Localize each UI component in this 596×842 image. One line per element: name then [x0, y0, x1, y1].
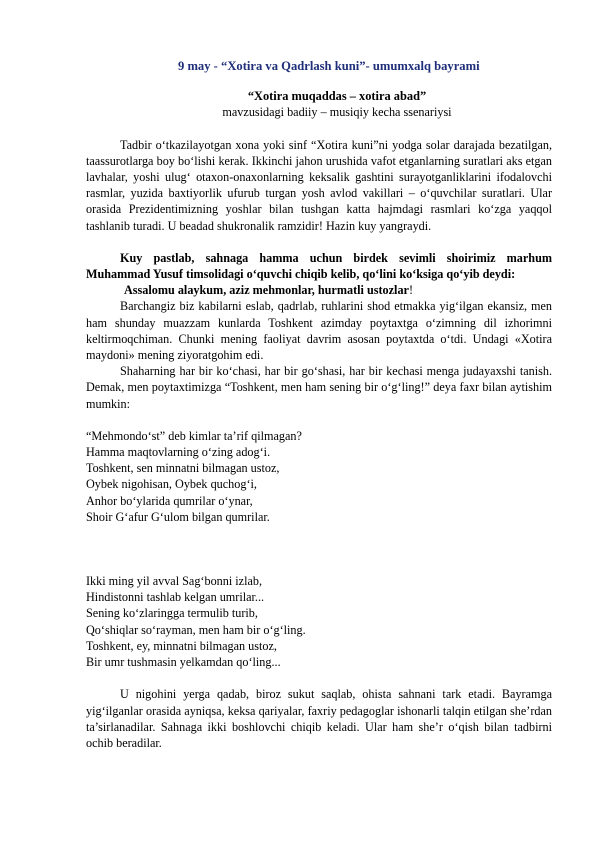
stage-direction-paragraph: [86, 250, 552, 282]
poem-line: Hamma maqtovlarning o‘zing adog‘i.: [86, 445, 271, 460]
poem-line: Toshkent, sen minnatni bilmagan ustoz,: [86, 461, 280, 476]
poem-line: Anhor bo‘ylarida qumrilar o‘ynar,: [86, 493, 253, 508]
greeting-line: [86, 282, 552, 298]
spacer: [86, 234, 552, 250]
document-subtitle-description: mavzusidagi badiiy – musiqiy kecha ssenariysi: [222, 105, 452, 120]
speech-paragraph-2: Shaharning har bir ko‘chasi, har bir go‘shasi, har bir kechasi menga judayaxshi tanish. Demak, men poytaxtimizga “Toshkent, men ham sening bir o‘g‘ling!” deya faxr bilan aytishim mumkin:: [86, 364, 552, 411]
poem-stanza-2: [86, 573, 552, 670]
poem-line: Oybek nigohisan, Oybek quchog‘i,: [86, 477, 257, 492]
poem-line: Ikki ming yil avval Sag‘bonni izlab,: [86, 574, 263, 589]
poem-line: Hindistonni tashlab kelgan umrilar...: [86, 590, 265, 605]
poem-line: “Mehmondo‘st” deb kimlar ta’rif qilmagan?: [86, 428, 302, 443]
spacer: [86, 670, 552, 686]
spacer: [86, 525, 552, 573]
document-subtitle: “Xotira muqaddas – xotira abad”: [247, 89, 427, 104]
stage-direction-colon: :: [511, 267, 516, 282]
poem-line: Bir umr tushmasin yelkamdan qo‘ling...: [86, 655, 281, 670]
closing-paragraph: U nigohini yerga qadab, biroz sukut saqlab, ohista sahnani tark etadi. Bayramga yig‘ilganlar orasida ayniqsa, keksa qariyalar, faxriy pedagoglar ishonarli talqin etilgan she’rdan ta’sirlanadilar. Sahnaga ikki boshlovchi chiqib keladi. Ular ham she’r o‘qish bilan tadbirni ochib beradilar.: [86, 687, 552, 750]
document-body: [86, 58, 552, 751]
speech-paragraph-1: Barchangiz biz kabilarni eslab, qadrlab, ruhlarini shod etmakka yig‘ilgan ekansiz, men ham shunday muazzam kunlarda Toshkent azimday poytaxtga o‘zimning dil izhorimni keltirmoqchiman. Chunki mening faoliyat davrim asosan poytaxtda o‘tdi. Undagi «Xotira maydoni» mening ziyoratgohim edi.: [86, 299, 552, 363]
spacer: [86, 412, 552, 428]
greeting-exclamation: !: [408, 283, 414, 298]
poem-line: Toshkent, ey, minnatni bilmagan ustoz,: [86, 638, 277, 653]
intro-paragraph: Tadbir o‘tkazilayotgan xona yoki sinf “Xotira kuni”ni yodga solar darajada bezatilgan, taassurotlarga boy bo‘lishi kerak. Ikkinchi jahon urushida vafot etganlarning suratlari aks etgan lavhalar, yoshi ulug‘ otaxon-onaxonlarning keksalik gashtini surayotganliklarini ifodalovchi rasmlar, yuzida baxtiyorlik ufurub turgan yosh avlod vakillari – o‘quvchilar suratlari. Ular orasida Prezidentimizning yoshlar bilan tushgan katta hajmdagi rasmlari ko‘zga yaqqol tashlanib turadi. U beadad shukronalik ramzidir! Hazin kuy yangraydi.: [86, 137, 552, 233]
poem-line: Sening ko‘zlaringga termulib turib,: [86, 606, 258, 621]
stage-direction-text: Kuy pastlab, sahnaga hamma uchun birdek sevimli shoirimiz marhum Muhammad Yusuf timsolidagi o‘quvchi chiqib kelib, qo‘lini ko‘ksiga qo‘yib deydi: [86, 250, 552, 282]
document-title: 9 may - “Xotira va Qadrlash kuni”- umumxalq bayrami: [178, 59, 480, 73]
poem-line: Qo‘shiqlar so‘rayman, men ham bir o‘g‘ling.: [86, 622, 306, 637]
greeting-text: Assalomu alaykum, aziz mehmonlar, hurmatli ustozlar: [124, 283, 409, 298]
poem-line: Shoir G‘afur G‘ulom bilgan qumrilar.: [86, 509, 270, 524]
spacer: [86, 121, 552, 137]
poem-stanza-1: [86, 428, 552, 525]
